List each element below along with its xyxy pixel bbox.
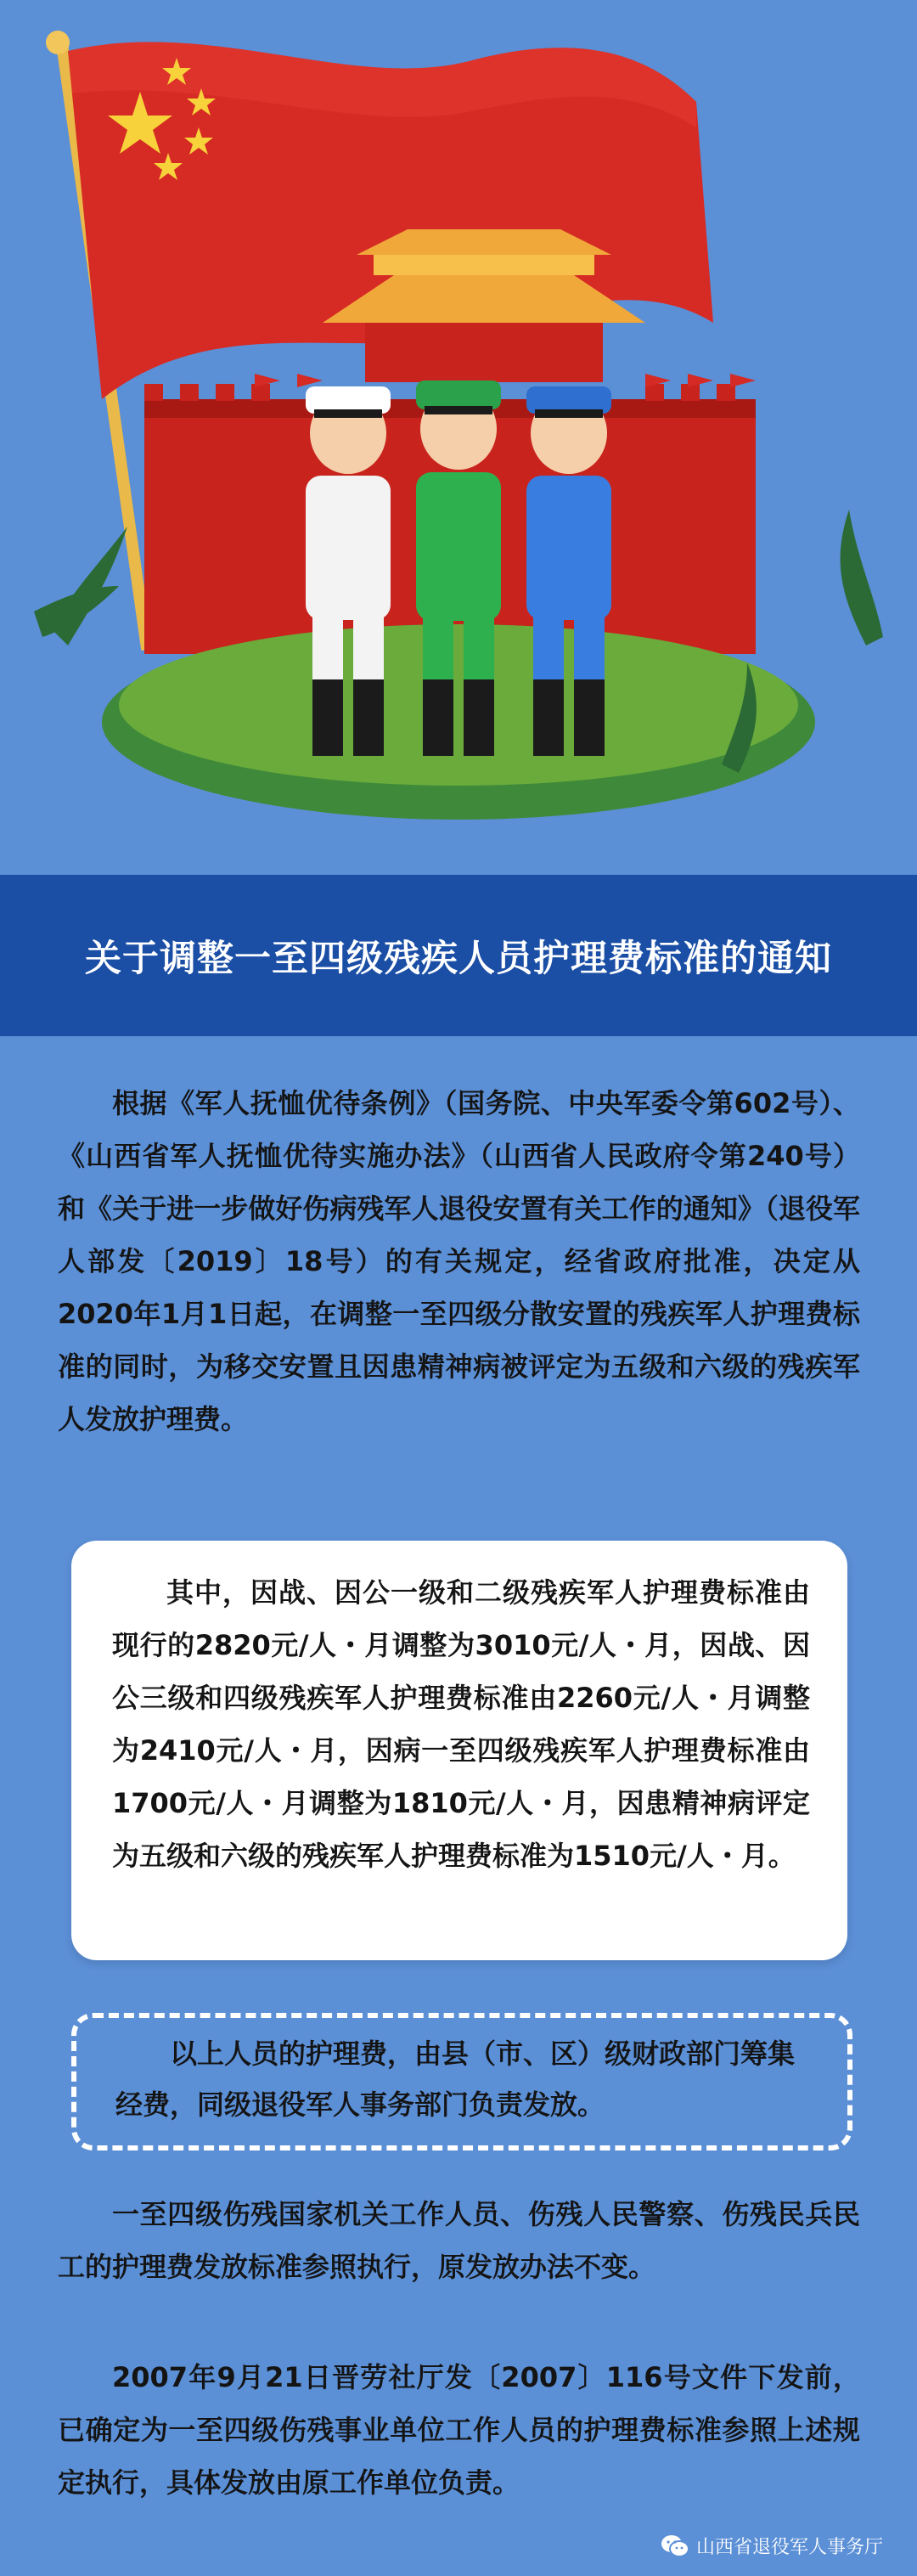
notice-title: 关于调整一至四级残疾人员护理费标准的通知 [85, 937, 832, 980]
funding-box [71, 2013, 852, 2150]
enterprise-paragraph: 2007年9月21日晋劳社厅发〔2007〕116号文件下发前，已确定为一至四级伤残事业单位工作人员的护理费标准参照上述规定执行，具体发放由原工作单位负责。 [58, 2361, 860, 2499]
hero-svg [0, 0, 917, 875]
staff-paragraph: 一至四级伤残国家机关工作人员、伤残人民警察、伤残民兵民工的护理费发放标准参照执行，原发放办法不变。 [58, 2198, 860, 2283]
intro-paragraph: 根据《军人抚恤优待条例》（国务院、中央军委令第602号）、《山西省军人抚恤优待实施办法》（山西省人民政府令第240号）和《关于进一步做好伤病残军人退役安置有关工作的通知》（退役军人部发〔2019〕18号）的有关规定，经省政府批准，决定从2020年1月1日起，在调整一至四级分散安置的残疾军人护理费标准的同时，为移交安置且因患精神病被评定为五级和六级的残疾军人发放护理费。 [58, 1087, 860, 1435]
hero-illustration [0, 0, 917, 875]
funding-paragraph: 以上人员的护理费，由县（市、区）级财政部门筹集经费，同级退役军人事务部门负责发放。 [115, 2038, 796, 2121]
wechat-icon [661, 2534, 689, 2558]
title-band [0, 875, 917, 1036]
footer-account-name: 山西省退役军人事务厅 [695, 2537, 883, 2558]
footer-watermark [661, 2533, 883, 2559]
standard-paragraph: 其中，因战、因公一级和二级残疾军人护理费标准由现行的2820元/人・月调整为3010元/人・月，因战、因公三级和四级残疾军人护理费标准由2260元/人・月调整为2410元/人・月，因病一至四级残疾军人护理费标准由1700元/人・月调整为1810元/人・月，因患精神病评定为五级和六级的残疾军人护理费标准为1510元/人・月。 [112, 1576, 810, 1872]
standard-card [71, 1541, 847, 1960]
